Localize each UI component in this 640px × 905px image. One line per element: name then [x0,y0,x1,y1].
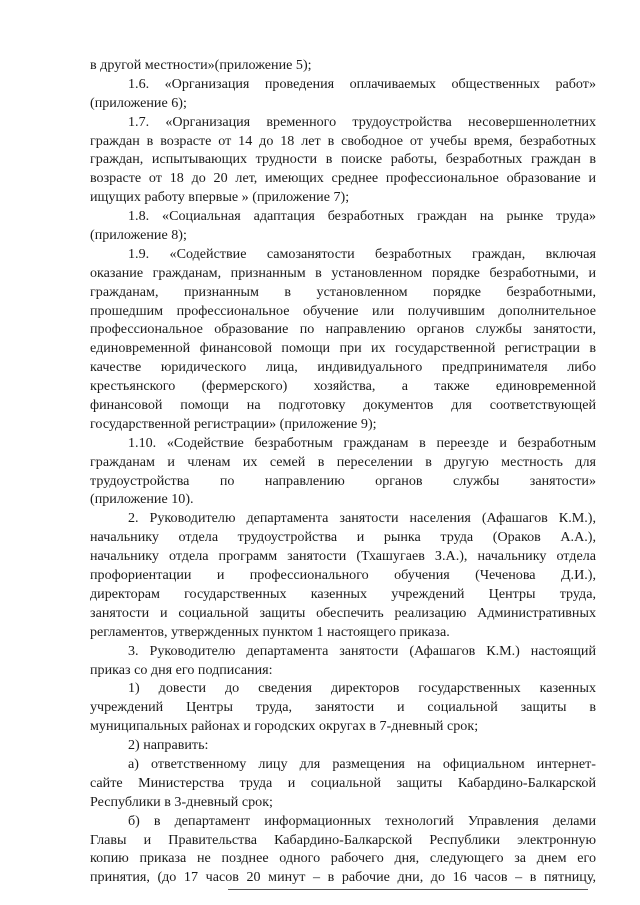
text-line: приказ со дня его подписания: [90,661,273,678]
text-line: ищущих работу впервые » (приложение 7); [90,189,350,206]
text-line: гражданам и членам их семей в переселении в другую местность для [90,453,596,470]
text-line: 3. Руководителю департамента занятости (Афашагов К.М.) настоящий [128,642,596,659]
text-line: гражданам, признанным в установленном порядке безработными, [90,283,596,300]
text-line: финансовой помощи на подготовку документов для соответствующей [90,397,596,414]
text-line: учреждений Центры труда, занятости и социальной защиты в [90,699,596,716]
footer-divider [228,889,588,890]
text-line: государственной регистрации» (приложение 9); [90,415,377,432]
text-line: 2) направить: [128,737,209,754]
text-line: б) в департамент информационных технологий Управления делами [128,812,596,829]
text-line: Республики в 3-дневный срок; [90,793,273,810]
text-line: (приложение 8); [90,227,187,244]
text-line: в другой местности»(приложение 5); [90,57,312,73]
text-line: возрасте от 18 до 20 лет, имеющих среднее профессиональное образование и [90,170,596,187]
text-line: 1.9. «Содействие самозанятости безработных граждан, включая [128,245,596,262]
document-body [90,56,596,887]
text-line: директорам государственных казенных учреждений Центры труда, [90,585,596,602]
text-line: занятости и социальной защиты обеспечить реализацию Административных [90,604,596,621]
text-line: (приложение 6); [90,94,187,111]
text-line: муниципальных районах и городских округах в 7-дневный срок; [90,718,479,735]
text-line: начальнику отдела трудоустройства и рынка труда (Ораков А.А.), [90,529,596,546]
text-line: (приложение 10). [90,491,194,508]
text-line: профессиональное образование по направлению органов службы занятости, [90,321,596,338]
text-line: единовременной финансовой помощи при их государственной регистрации в [90,340,596,357]
text-line: 1.10. «Содействие безработным гражданам в переезде и безработным [128,434,596,451]
text-line: 1.7. «Организация временного трудоустройства несовершеннолетних [128,113,596,130]
text-line: а) ответственному лицу для размещения на официальном интернет- [128,755,596,772]
text-line: граждан, испытывающих трудности в поиске работы, безработных граждан в [90,151,596,168]
text-line: 1.6. «Организация проведения оплачиваемых общественных работ» [128,75,596,92]
text-line: крестьянского (фермерского) хозяйства, а также единовременной [90,378,596,395]
text-line: качестве юридического лица, индивидуального предпринимателя либо [90,359,596,376]
text-line: оказание гражданам, признанным в установленном порядке безработными, и [90,264,596,281]
text-line: 1.8. «Социальная адаптация безработных граждан на рынке труда» [128,208,596,225]
text-line: прошедшим профессиональное обучение или получившим дополнительное [90,302,596,319]
text-line: начальнику отдела программ занятости (Тхашугаев З.А.), начальнику отдела [90,548,596,565]
text-line: 1) довести до сведения директоров государственных казенных [128,680,596,697]
text-line: копию приказа не позднее одного рабочего дня, следующего за днем его [90,850,596,867]
text-line: профориентации и профессионального обучения (Чеченова Д.И.), [90,567,596,584]
text-line: трудоустройства по направлению органов службы занятости» [90,472,596,489]
text-line: регламентов, утвержденных пунктом 1 настоящего приказа. [90,623,450,640]
text-line: 2. Руководителю департамента занятости населения (Афашагов К.М.), [128,510,596,527]
text-line: Главы и Правительства Кабардино-Балкарской Республики электронную [90,831,596,848]
text-line: сайте Министерства труда и социальной защиты Кабардино-Балкарской [90,774,596,791]
text-line: граждан в возрасте от 14 до 18 лет в свободное от учебы время, безработных [90,132,596,149]
text-line: принятия, (до 17 часов 20 минут – в рабочие дни, до 16 часов – в пятницу, [90,869,596,886]
